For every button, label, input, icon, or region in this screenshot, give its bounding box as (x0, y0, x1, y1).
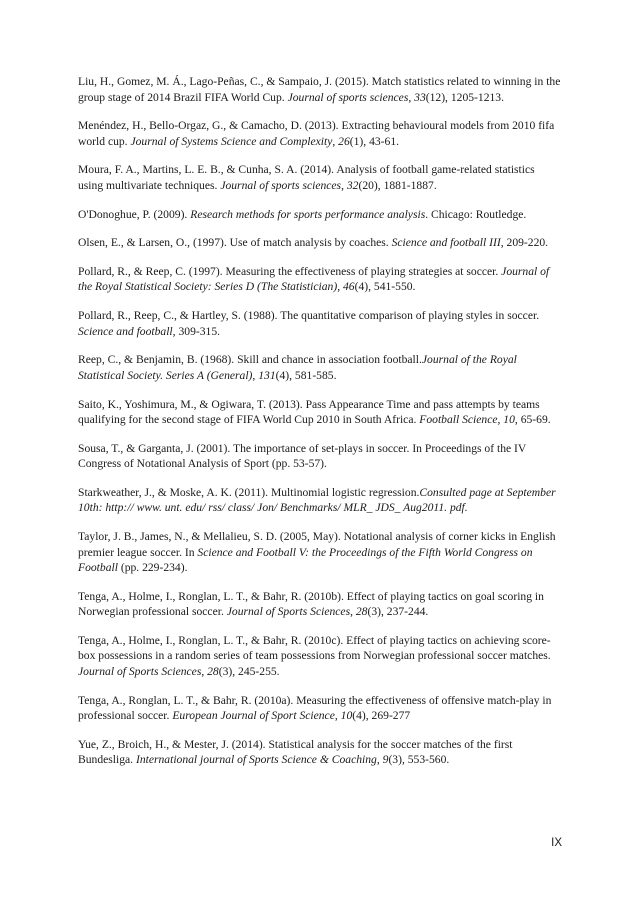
reference-entry (78, 74, 562, 105)
reference-entry (78, 235, 562, 251)
reference-text: , (337, 280, 343, 294)
reference-text: (4), 541-550. (354, 280, 416, 294)
reference-italic-text: Journal of Sports Sciences (78, 664, 202, 678)
reference-text: (3), 237-244. (367, 605, 429, 619)
reference-text: , (350, 605, 356, 619)
reference-text: , 309-315. (172, 324, 221, 338)
reference-italic-text: 10 (340, 709, 353, 723)
reference-text: Reep, C., & Benjamin, B. (1968). Skill and chance in association football. (78, 353, 422, 367)
reference-text: , (252, 368, 259, 382)
reference-entry (78, 633, 562, 680)
reference-italic-text: 10 (503, 413, 515, 426)
reference-text: , (341, 178, 347, 192)
reference-text: Tenga, A., Holme, I., Ronglan, L. T., & Bahr, R. (2010c). Effect of playing tactics on achieving score-box possessions in a random series of team possessions from Norwegian professional soccer matches. (78, 633, 551, 663)
reference-italic-text: Journal of Systems Science and Complexity (130, 134, 333, 148)
reference-text: , 209-220. (500, 236, 549, 250)
reference-italic-text: International journal of Sports Science & Coaching (135, 753, 377, 767)
reference-italic-text: 33 (414, 90, 426, 104)
reference-text: Liu, H., Gomez, M. Á., Lago-Peñas, C., & Sampaio, J. (2015). Match statistics related to winning in the group stage of 2014 Brazil FIFA World Cup. (78, 75, 561, 104)
reference-italic-text: Journal of sports sciences (220, 178, 342, 192)
reference-entry (78, 207, 562, 223)
reference-entry (78, 308, 562, 339)
reference-text: (20), 1881-1887. (358, 178, 437, 192)
reference-text: (3), 245-255. (218, 664, 280, 678)
reference-italic-text: Science and football (78, 324, 173, 338)
reference-list (78, 74, 562, 781)
reference-italic-text: Science and football III (391, 236, 501, 250)
reference-italic-text: 28 (207, 664, 219, 678)
reference-italic-text: 28 (355, 605, 368, 619)
reference-entry (78, 397, 562, 428)
reference-italic-text: Science and Football V: the Proceedings of the Fifth World Congress on Football (78, 545, 533, 575)
reference-text: , (332, 134, 339, 148)
reference-italic-text: European Journal of Sport Science (172, 709, 335, 723)
reference-entry (78, 589, 562, 620)
reference-text: O'Donoghue, P. (2009). (78, 207, 191, 221)
reference-italic-text: 26 (338, 134, 350, 148)
reference-text: (3), 553-560. (388, 753, 450, 767)
reference-entry (78, 693, 562, 724)
reference-text: Tenga, A., Ronglan, L. T., & Bahr, R. (2010a). Measuring the effectiveness of offensive match-play in professional soccer. (78, 693, 552, 723)
reference-italic-text: Journal of the Royal Statistical Society. Series A (General) (78, 353, 517, 382)
reference-italic-text: Research methods for sports performance analysis (190, 207, 426, 221)
reference-text: Olsen, E., & Larsen, O., (1997). Use of match analysis by coaches. (78, 236, 392, 250)
reference-text: Taylor, J. B., James, N., & Mellalieu, S. D. (2005, May). Notational analysis of corner kicks in English premier league soccer. In (78, 530, 556, 559)
reference-entry (78, 264, 562, 295)
reference-entry (78, 162, 562, 193)
reference-text: (4), 269-277 (352, 709, 411, 723)
reference-entry (78, 529, 562, 576)
reference-entry (78, 352, 562, 383)
reference-text: Moura, F. A., Martins, L. E. B., & Cunha, S. A. (2014). Analysis of football game-related statistics using multivariate techniques. (78, 163, 535, 192)
reference-text: (12), 1205-1213. (425, 90, 504, 104)
reference-italic-text: Journal of Sports Sciences (226, 605, 351, 619)
reference-italic-text: Consulted page at September 10th: http:// www. unt. edu/ rss/ class/ Jon/ Benchmarks/ MLR_ JDS_ Aug2011. pdf. (78, 485, 556, 515)
reference-text: Pollard, R., & Reep, C. (1997). Measuring the effectiveness of playing strategies at soccer. (78, 264, 502, 278)
reference-text: Sousa, T., & Garganta, J. (2001). The importance of set-plays in soccer. In Proceedings of the IV Congress of Notational Analysis of Sport (pp. 53-57). (78, 441, 527, 471)
reference-text: , (376, 753, 383, 767)
page-number: IX (551, 837, 562, 849)
reference-text: , (201, 664, 208, 678)
reference-italic-text: 9 (382, 753, 389, 767)
reference-text: (4), 581-585. (275, 368, 337, 382)
reference-text: Yue, Z., Broich, H., & Mester, J. (2014). Statistical analysis for the soccer matches of the first Bundesliga. (78, 737, 513, 767)
reference-italic-text: Journal of sports sciences (287, 90, 409, 104)
reference-text: Saito, K., Yoshimura, M., & Ogiwara, T. (2013). Pass Appearance Time and pass attempts by teams qualifying for the second stage of FIFA World Cup 2010 in South Africa. (78, 397, 540, 426)
reference-italic-text: 46 (343, 280, 355, 294)
reference-text: Tenga, A., Holme, I., Ronglan, L. T., & Bahr, R. (2010b). Effect of playing tactics on goal scoring in Norwegian professional soccer. (78, 589, 544, 619)
reference-text: Menéndez, H., Bello-Orgaz, G., & Camacho, D. (2013). Extracting behavioural models from 2010 fifa world cup. (78, 119, 555, 148)
reference-italic-text: Football Science (419, 413, 498, 426)
reference-text: , (408, 90, 415, 104)
reference-italic-text: 32 (346, 178, 359, 192)
reference-text: Pollard, R., Reep, C., & Hartley, S. (1988). The quantitative comparison of playing styles in soccer. (78, 309, 540, 323)
reference-italic-text: Journal of the Royal Statistical Society: Series D (The Statistician) (78, 264, 550, 294)
reference-entry (78, 485, 562, 516)
reference-text: (pp. 229-234). (117, 561, 188, 575)
reference-entry (78, 441, 562, 472)
reference-text: Starkweather, J., & Moske, A. K. (2011). Multinomial logistic regression. (78, 485, 420, 499)
reference-entry (78, 737, 562, 768)
reference-text: (1), 43-61. (349, 134, 400, 148)
reference-text: , (334, 709, 341, 723)
reference-text: , 65-69. (514, 413, 551, 426)
reference-entry (78, 118, 562, 149)
reference-italic-text: 131 (258, 368, 276, 382)
reference-text: . Chicago: Routledge. (425, 207, 527, 221)
reference-text: , (497, 413, 504, 426)
